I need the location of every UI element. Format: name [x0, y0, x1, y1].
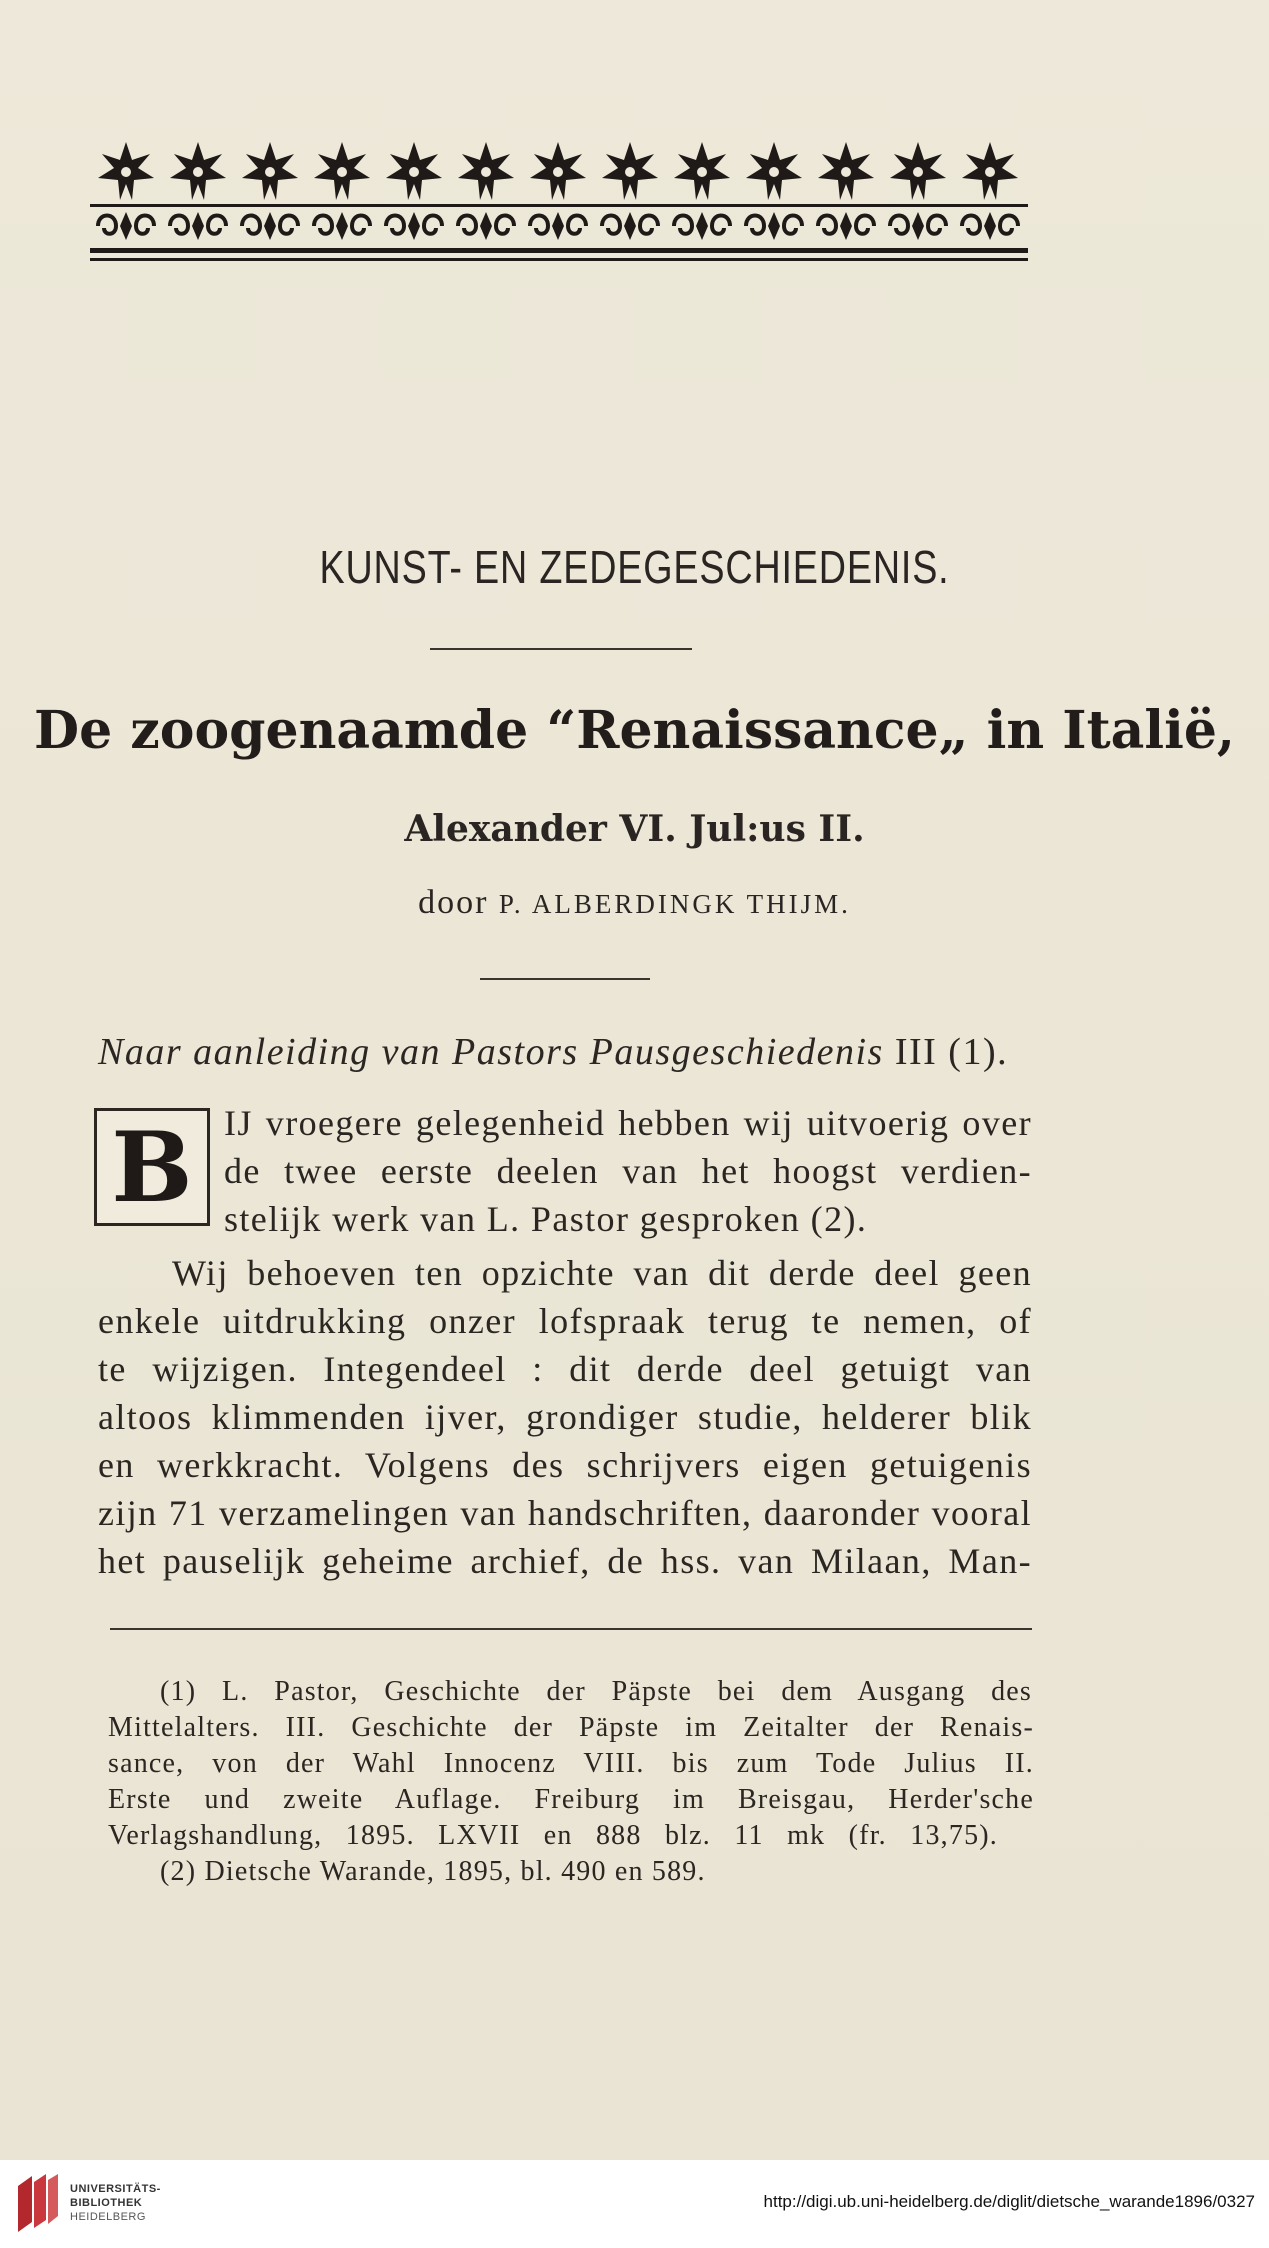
source-url-link[interactable]: http://digi.ub.uni-heidelberg.de/diglit/dietsche_warande1896/0327	[763, 2192, 1255, 2211]
footnote-line: Mittelalters. III. Geschichte der Päpste im Zeitalter der Renais-	[108, 1712, 1034, 1743]
logo-line: HEIDELBERG	[70, 2211, 146, 2223]
body-line: de twee eerste deelen van het hoogst verdien-	[224, 1151, 1032, 1191]
article-title: De zoogenaamde “Renaissance„ in Italië,	[33, 700, 1236, 761]
section-title: KUNST- EN ZEDEGESCHIEDENIS.	[319, 541, 950, 593]
body-line: altoos klimmenden ijver, grondiger studie, helderer blik	[98, 1397, 1032, 1437]
university-library-logo-icon	[12, 2172, 62, 2236]
footnote-line: Verlagshandlung, 1895. LXVII en 888 blz. 11 mk (fr. 13,75).	[108, 1820, 998, 1851]
footer-bar	[0, 2160, 1269, 2248]
body-line: zijn 71 verzamelingen van handschriften, daaronder vooral	[98, 1493, 1032, 1533]
footnote-line: (1) L. Pastor, Geschichte der Päpste bei dem Ausgang des	[160, 1676, 1032, 1707]
author-name: P. ALBERDINGK THIJM.	[498, 889, 851, 919]
intro-roman: III (1).	[883, 1031, 1009, 1073]
body-line: het pauselijk geheime archief, de hss. van Milaan, Man-	[98, 1541, 1032, 1581]
author-byline	[0, 884, 1269, 922]
dropcap-initial	[94, 1108, 210, 1226]
floral-border-ornament	[90, 140, 1028, 270]
body-line: en werkkracht. Volgens des schrijvers eigen getuigenis	[98, 1445, 1032, 1485]
article-subtitle: Alexander VI. Jul:us II.	[404, 808, 865, 850]
intro-italic: Naar aanleiding van Pastors Pausgeschiedenis	[98, 1031, 884, 1073]
logo-line: BIBLIOTHEK	[70, 2197, 143, 2209]
body-line: stelijk werk van L. Pastor gesproken (2).	[224, 1199, 868, 1239]
divider-rule	[480, 978, 650, 980]
divider-rule	[430, 648, 692, 650]
body-line: IJ vroegere gelegenheid hebben wij uitvoerig over	[224, 1103, 1032, 1143]
intro-line	[98, 1030, 1038, 1074]
body-line: enkele uitdrukking onzer lofspraak terug te nemen, of	[98, 1301, 1032, 1341]
byline-prefix: door	[418, 884, 489, 921]
dropcap-letter: B	[111, 1110, 193, 1224]
footnote-line: Erste und zweite Auflage. Freiburg im Breisgau, Herder'sche	[108, 1784, 1034, 1815]
footnote-line: (2) Dietsche Warande, 1895, bl. 490 en 589.	[160, 1856, 706, 1887]
body-line: Wij behoeven ten opzichte van dit derde deel geen	[172, 1253, 1032, 1293]
footnote-separator	[110, 1628, 1032, 1630]
library-logo-text	[70, 2182, 161, 2224]
footnote-line: sance, von der Wahl Innocenz VIII. bis zum Tode Julius II.	[108, 1748, 1034, 1779]
logo-line: UNIVERSITÄTS-	[70, 2183, 161, 2195]
body-line: te wijzigen. Integendeel : dit derde deel getuigt van	[98, 1349, 1032, 1389]
